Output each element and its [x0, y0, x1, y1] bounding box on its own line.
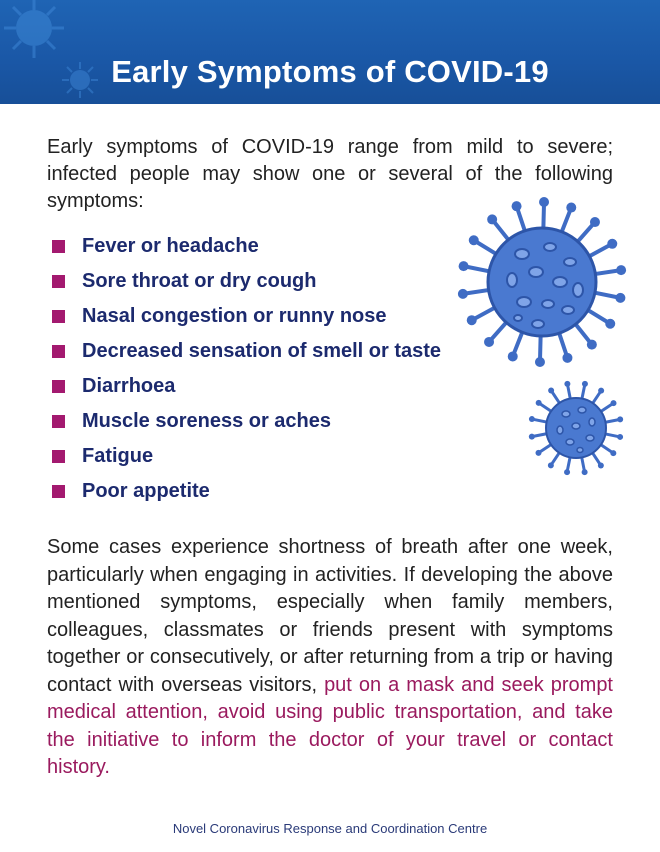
list-item: [52, 229, 441, 264]
symptom-label: Fever or headache: [82, 235, 259, 257]
bullet-icon: [52, 240, 65, 253]
symptom-label: Decreased sensation of smell or taste: [82, 340, 442, 362]
list-item: [52, 369, 441, 404]
virus-small-icon: [526, 378, 626, 478]
bullet-icon: [52, 380, 65, 393]
header-banner: [0, 0, 660, 104]
list-item: [52, 299, 441, 334]
bullet-icon: [52, 450, 65, 463]
bullet-icon: [52, 485, 65, 498]
symptom-label: Fatigue: [82, 445, 154, 467]
page-title: Early Symptoms of COVID-19: [111, 54, 549, 89]
list-item: [52, 334, 441, 369]
footer-credit: Novel Coronavirus Response and Coordination Centre: [172, 821, 488, 836]
bullet-icon: [52, 310, 65, 323]
closing-paragraph: [47, 534, 613, 782]
symptom-label: Sore throat or dry cough: [82, 270, 317, 292]
closing-highlight: put on a mask and seek prompt medical attention, avoid using public transportation, and take the initiative to inform the doctor of your travel or contact history.: [47, 673, 613, 778]
bullet-icon: [52, 415, 65, 428]
closing-text: Some cases experience shortness of breath after one week, particularly when engaging in activities. If developing the above mentioned symptoms, especially when family members, colleagues, classmates or friends present with symptoms together or consecutively, or after returning from a trip or having contact with overseas visitors,: [47, 536, 613, 696]
virus-large-icon: [452, 192, 632, 372]
intro-paragraph: Early symptoms of COVID-19 range from mild to severe; infected people may show one or several of the following symptoms:: [47, 136, 613, 212]
symptom-label: Diarrhoea: [82, 375, 176, 397]
list-item: [52, 474, 441, 509]
list-item: [52, 264, 441, 299]
list-item: [52, 439, 441, 474]
symptom-label: Muscle soreness or aches: [82, 410, 332, 432]
list-item: [52, 404, 441, 439]
symptom-label: Poor appetite: [82, 480, 210, 502]
bullet-icon: [52, 345, 65, 358]
symptom-label: Nasal congestion or runny nose: [82, 305, 387, 327]
symptom-list: [52, 229, 441, 509]
bullet-icon: [52, 275, 65, 288]
